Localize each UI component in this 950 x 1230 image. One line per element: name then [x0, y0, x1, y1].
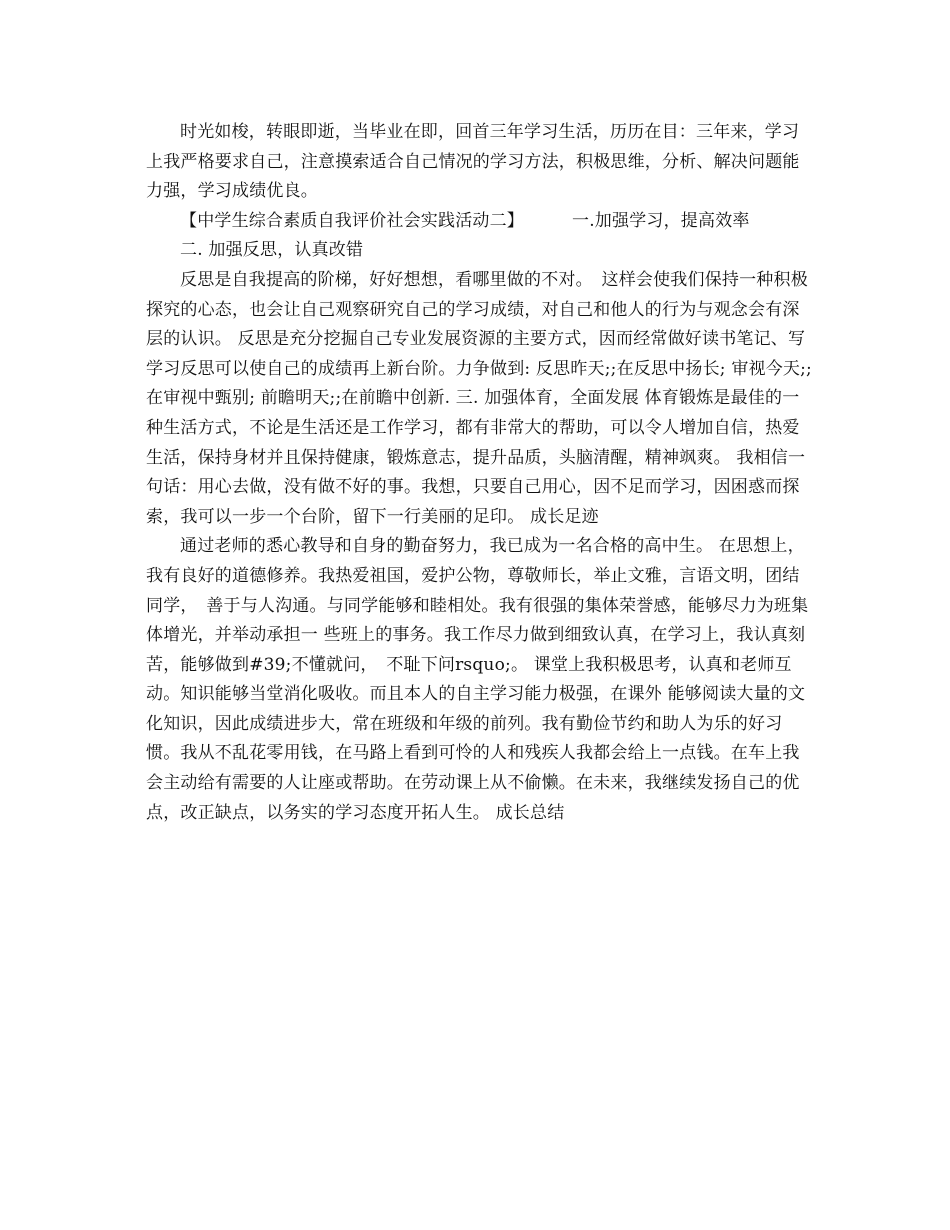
paragraph-reflection: 反思是自我提高的阶梯，好好想想，看哪里做的不对。 这样会使我们保持一种积极探究的心态，也会让自己观察研究自己的学习成绩，对自己和他人的行为与观念会有深层的认识。 反思是充分挖掘自己专业发展资源的主要方式，因而经常做好读书笔记、写学习反思可以使自己的成绩再上新台阶。力争做到: 反思昨天;;在反思中扬长; 审视今天;;在审视中甄别; 前瞻明天;;在前瞻中创新. 三. 加强体育，全面发展 体育锻炼是最佳的一种生活方式，不论是生活还是工作学习，都有非常大的帮助，可以令人增加自信，热爱生活，保持身材并且保持健康，锻炼意志，提升品质，头脑清醒，精神飒爽。 我相信一句话：用心去做，没有做不好的事。我想，只要自己用心，因不足而学习，因困惑而探索，我可以一步一个台阶，留下一行美丽的足印。 成长足迹 — [146, 269, 812, 527]
subheading-two: 二. 加强反思，认真改错 — [180, 240, 364, 261]
section-title: 【中学生综合素质自我评价社会实践活动二】 — [180, 210, 524, 231]
document-body — [146, 118, 814, 828]
section-heading-line — [146, 207, 814, 237]
paragraph-growth: 通过老师的悉心教导和自身的勤奋努力，我已成为一名合格的高中生。 在思想上，我有良好的道德修养。我热爱祖国，爱护公物，尊敬师长，举止文雅，言语文明，团结同学， 善于与人沟通。与同学能够和睦相处。我有很强的集体荣誉感，能够尽力为班集体增光，并举动承担一 些班上的事务。我工作尽力做到细致认真，在学习上，我认真刻苦，能够做到#39;不懂就问， 不耻下问rsquo;。 课堂上我积极思考，认真和老师互动。知识能够当堂消化吸收。而且本人的自主学习能力极强，在课外 能够阅读大量的文化知识，因此成绩进步大，常在班级和年级的前列。我有勤俭节约和助人为乐的好习惯。我从不乱花零用钱，在马路上看到可怜的人和残疾人我都会给上一点钱。在车上我会主动给有需要的人让座或帮助。在劳动课上从不偷懒。在未来，我继续发扬自己的优点，改正缺点，以务实的学习态度开拓人生。 成长总结 — [146, 536, 809, 823]
subheading-one: 一.加强学习，提高效率 — [572, 210, 750, 231]
paragraph-intro: 时光如梭，转眼即逝，当毕业在即，回首三年学习生活，历历在目：三年来，学习上我严格要求自己，注意摸索适合自己情况的学习方法，积极思维，分析、解决问题能力强，学习成绩优良。 — [146, 122, 800, 202]
